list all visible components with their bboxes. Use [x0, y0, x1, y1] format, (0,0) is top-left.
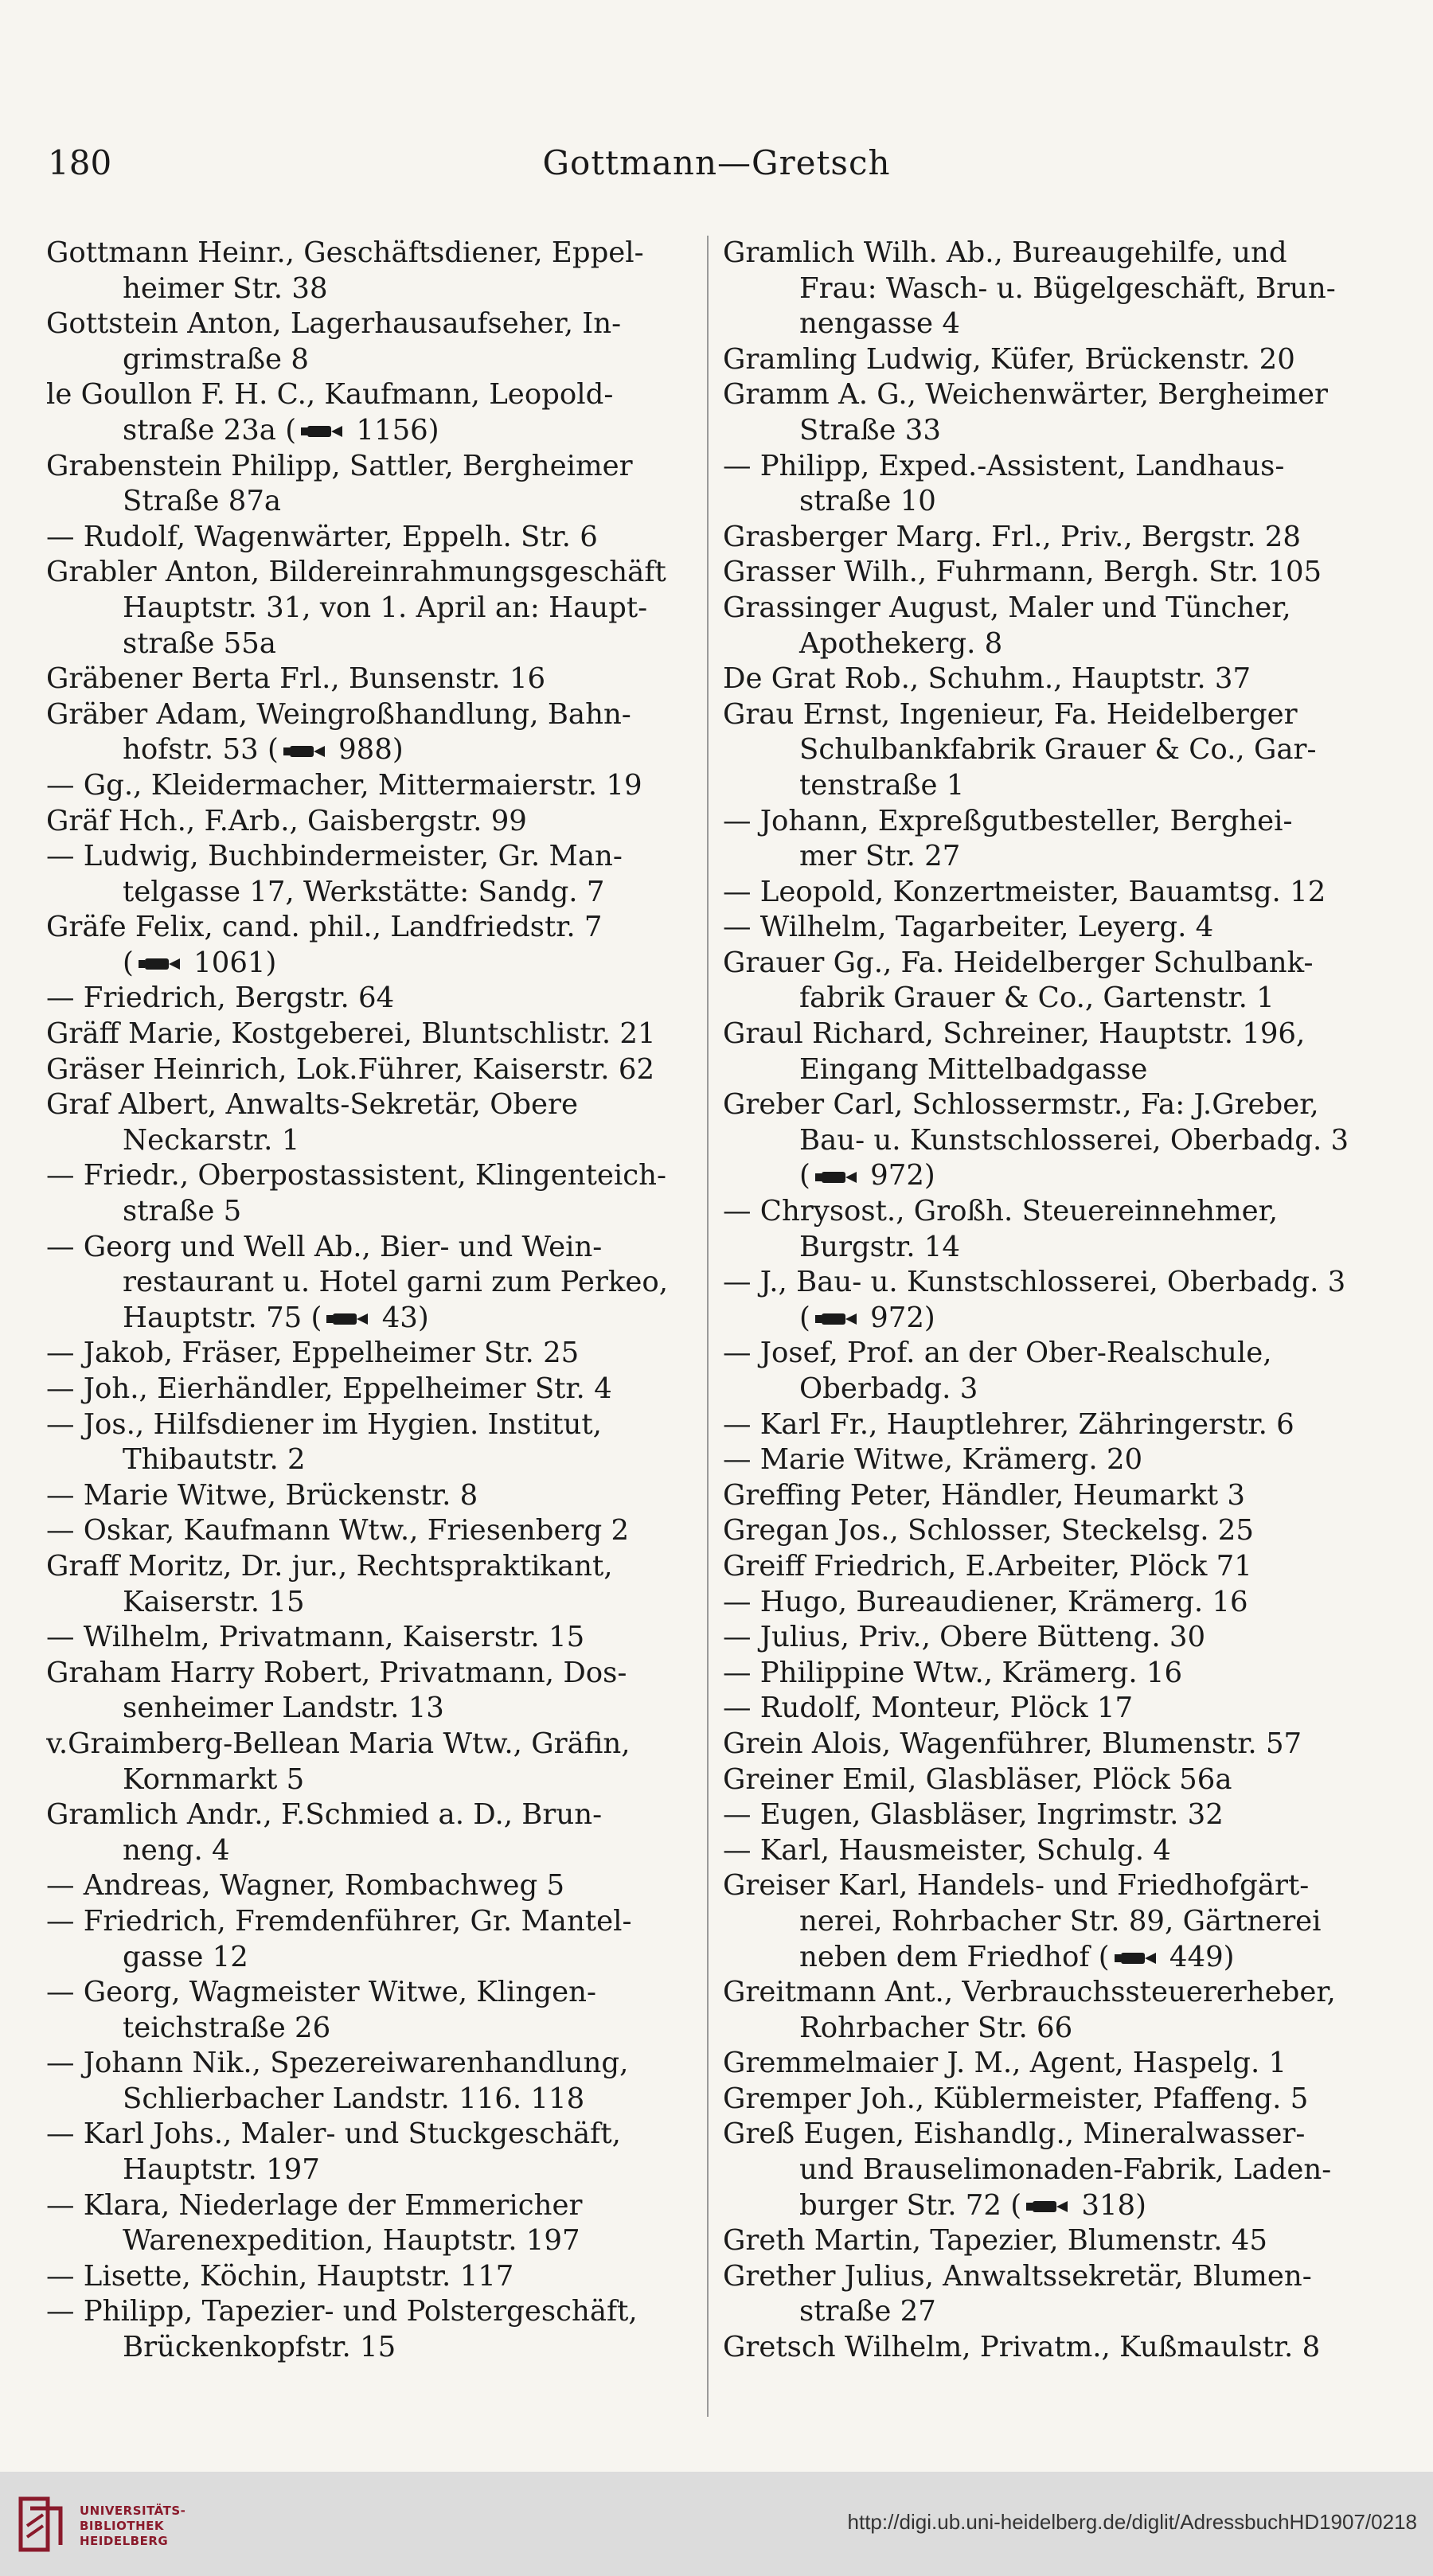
directory-entry: [46, 1230, 699, 1337]
entry-line: — Wilhelm, Tagarbeiter, Leyerg. 4: [723, 911, 1214, 944]
entry-line: De Grat Rob., Schuhm., Hauptstr. 37: [723, 662, 1251, 696]
directory-entry: [723, 1585, 1384, 1621]
entry-line: — Eugen, Glasbläser, Ingrimstr. 32: [723, 1798, 1224, 1832]
entry-line: — J., Bau- u. Kunstschlosserei, Oberbadg. 3: [723, 1266, 1346, 1299]
directory-entry: [46, 1904, 699, 1975]
directory-entry: [723, 1797, 1384, 1833]
logo-line: BIBLIOTHEK: [80, 2519, 164, 2533]
entry-line: ( 972): [799, 1301, 935, 1334]
entry-line: Gräfe Felix, cand. phil., Landfriedstr. 7: [46, 911, 603, 944]
entry-line: straße 55a: [123, 626, 276, 660]
directory-entry: [723, 1727, 1384, 1762]
entry-line: Schulbankfabrik Grauer & Co., Gar-: [799, 733, 1317, 767]
entry-line: — Leopold, Konzertmeister, Bauamtsg. 12: [723, 875, 1326, 908]
directory-entry: [46, 1478, 699, 1514]
directory-entry: [46, 377, 699, 448]
directory-entry: [723, 1975, 1384, 2046]
directory-entry: [46, 1336, 699, 1372]
entry-line: Brückenkopfstr. 15: [123, 2331, 396, 2364]
directory-entry: [723, 1513, 1384, 1549]
directory-entry: [46, 1727, 699, 1797]
entry-line: Schlierbacher Landstr. 116. 118: [123, 2082, 585, 2115]
directory-entry: [723, 1549, 1384, 1585]
entry-line: Thibautstr. 2: [123, 1443, 306, 1477]
directory-entry: [46, 1620, 699, 1656]
directory-entry: [46, 981, 699, 1017]
entry-line: — Chrysost., Großh. Steuereinnehmer,: [723, 1195, 1279, 1228]
entry-line: — Ludwig, Buchbindermeister, Gr. Man-: [46, 840, 623, 873]
entry-line: Grether Julius, Anwaltssekretär, Blumen-: [723, 2259, 1312, 2293]
entry-line: Gräbener Berta Frl., Bunsenstr. 16: [46, 662, 546, 696]
directory-entry: [46, 520, 699, 556]
entry-line: Grasberger Marg. Frl., Priv., Bergstr. 28: [723, 520, 1301, 553]
column-divider: [707, 236, 709, 2417]
directory-entry: [723, 1407, 1384, 1443]
entry-line: Frau: Wasch- u. Bügelgeschäft, Brun-: [799, 271, 1336, 305]
entry-line: Gremper Joh., Küblermeister, Pfaffeng. 5: [723, 2082, 1309, 2115]
telephone-icon: [1113, 1950, 1158, 1967]
directory-entry: [723, 697, 1384, 804]
entry-line: straße 27: [799, 2295, 936, 2328]
directory-entry: [723, 520, 1384, 556]
directory-entry: [723, 946, 1384, 1017]
library-logo-text[interactable]: [80, 2504, 185, 2549]
directory-entry: [723, 875, 1384, 911]
entry-line: Gräff Marie, Kostgeberei, Bluntschlistr. 21: [46, 1017, 656, 1051]
entry-line: Burgstr. 14: [799, 1230, 960, 1263]
entry-line: — Marie Witwe, Brückenstr. 8: [46, 1478, 478, 1512]
telephone-icon: [137, 955, 182, 973]
directory-entry: [46, 1372, 699, 1407]
entry-line: Hauptstr. 75 ( 43): [123, 1301, 429, 1334]
entry-line: grimstraße 8: [123, 342, 309, 376]
entry-line: Greiser Karl, Handels- und Friedhofgärt-: [723, 1869, 1310, 1903]
entry-line: teichstraße 26: [123, 2011, 331, 2044]
directory-entry: [723, 1833, 1384, 1869]
entry-line: neng. 4: [123, 1833, 230, 1867]
logo-line: UNIVERSITÄTS-: [80, 2504, 186, 2518]
directory-entry: [46, 2188, 699, 2259]
directory-entry: [723, 1478, 1384, 1514]
directory-entry: [723, 2330, 1384, 2366]
entry-line: fabrik Grauer & Co., Gartenstr. 1: [799, 982, 1275, 1015]
entry-line: nerei, Rohrbacher Str. 89, Gärtnerei: [799, 1904, 1322, 1938]
entry-line: straße 10: [799, 485, 936, 518]
entry-line: — Julius, Priv., Obere Bütteng. 30: [723, 1621, 1206, 1654]
entry-line: — Andreas, Wagner, Rombachweg 5: [46, 1869, 565, 1903]
entry-line: neben dem Friedhof ( 449): [799, 1940, 1235, 1973]
directory-entry: [723, 449, 1384, 520]
telephone-icon: [1025, 2198, 1069, 2215]
directory-entry: [723, 1691, 1384, 1727]
logo-line: HEIDELBERG: [80, 2534, 169, 2548]
directory-entry: [723, 591, 1384, 662]
entry-line: Graham Harry Robert, Privatmann, Dos-: [46, 1656, 627, 1689]
entry-line: und Brauselimonaden-Fabrik, Laden-: [799, 2153, 1332, 2187]
entry-line: — Jos., Hilfsdiener im Hygien. Institut,: [46, 1407, 602, 1441]
directory-entry: [723, 662, 1384, 697]
entry-line: Hauptstr. 31, von 1. April an: Haupt-: [123, 591, 648, 624]
entry-line: — Josef, Prof. an der Ober-Realschule,: [723, 1337, 1272, 1370]
entry-line: heimer Str. 38: [123, 271, 328, 305]
entry-line: Neckarstr. 1: [123, 1123, 300, 1157]
entry-line: Greitmann Ant., Verbrauchssteuererheber,: [723, 1976, 1336, 2009]
entry-line: Kornmarkt 5: [123, 1762, 305, 1796]
source-url-link[interactable]: http://digi.ub.uni-heidelberg.de/diglit/AdressbuchHD1907/0218: [847, 2510, 1417, 2534]
entry-line: — Joh., Eierhändler, Eppelheimer Str. 4: [46, 1372, 612, 1405]
entry-line: Bau- u. Kunstschlosserei, Oberbadg. 3: [799, 1123, 1349, 1157]
entry-line: Hauptstr. 197: [123, 2153, 320, 2187]
directory-entry: [46, 555, 699, 662]
directory-entry: [723, 1620, 1384, 1656]
entry-line: Warenexpedition, Hauptstr. 197: [123, 2224, 580, 2258]
entry-line: — Karl, Hausmeister, Schulg. 4: [723, 1833, 1171, 1867]
telephone-icon: [325, 1310, 369, 1328]
directory-entry: [46, 2259, 699, 2295]
entry-line: Gottmann Heinr., Geschäftsdiener, Eppel-: [46, 236, 644, 269]
left-column: [46, 236, 699, 2366]
entry-line: nengasse 4: [799, 307, 960, 341]
entry-line: — Rudolf, Wagenwärter, Eppelh. Str. 6: [46, 520, 598, 553]
entry-line: — Jakob, Fräser, Eppelheimer Str. 25: [46, 1337, 580, 1370]
page-header: [48, 139, 1385, 187]
entry-line: — Georg, Wagmeister Witwe, Klingen-: [46, 1976, 596, 2009]
directory-entry: [723, 236, 1384, 342]
directory-entry: [723, 2223, 1384, 2259]
entry-line: — Johann Nik., Spezereiwarenhandlung,: [46, 2047, 629, 2080]
directory-entry: [723, 804, 1384, 875]
page-number: 180: [48, 143, 112, 182]
entry-line: Greffing Peter, Händler, Heumarkt 3: [723, 1478, 1245, 1512]
entry-line: Greth Martin, Tapezier, Blumenstr. 45: [723, 2224, 1267, 2258]
entry-line: — Karl Johs., Maler- und Stuckgeschäft,: [46, 2117, 621, 2151]
entry-line: Greber Carl, Schlossermstr., Fa: J.Greber,: [723, 1088, 1319, 1122]
entry-line: straße 5: [123, 1195, 242, 1228]
directory-entry: [46, 839, 699, 910]
entry-line: Straße 33: [799, 413, 941, 447]
directory-entry: [723, 910, 1384, 946]
entry-line: — Hugo, Bureaudiener, Krämerg. 16: [723, 1585, 1248, 1618]
entry-line: Grein Alois, Wagenführer, Blumenstr. 57: [723, 1727, 1302, 1760]
entry-line: ( 1061): [123, 946, 277, 979]
entry-line: hofstr. 53 ( 988): [123, 733, 404, 767]
directory-entry: [46, 1087, 699, 1158]
entry-line: — Rudolf, Monteur, Plöck 17: [723, 1692, 1134, 1725]
entry-line: straße 23a ( 1156): [123, 413, 439, 447]
telephone-icon: [814, 1169, 858, 1186]
running-title: Gottmann—Gretsch: [542, 143, 891, 182]
entry-line: Gramlich Andr., F.Schmied a. D., Brun-: [46, 1798, 603, 1832]
entry-line: — Klara, Niederlage der Emmericher: [46, 2188, 583, 2222]
entry-line: Graf Albert, Anwalts-Sekretär, Obere: [46, 1088, 579, 1122]
directory-entry: [723, 1868, 1384, 1975]
directory-entry: [723, 555, 1384, 591]
entry-line: Grau Ernst, Ingenieur, Fa. Heidelberger: [723, 697, 1298, 731]
entry-line: Oberbadg. 3: [799, 1372, 978, 1405]
entry-line: Greiff Friedrich, E.Arbeiter, Plöck 71: [723, 1549, 1252, 1583]
directory-entry: [46, 1549, 699, 1620]
entry-line: Greiner Emil, Glasbläser, Plöck 56a: [723, 1762, 1232, 1796]
directory-entry: [723, 1336, 1384, 1407]
entry-line: Gremmelmaier J. M., Agent, Haspelg. 1: [723, 2047, 1287, 2080]
entry-line: gasse 12: [123, 1940, 248, 1973]
entry-line: v.Graimberg-Bellean Maria Wtw., Gräfin,: [46, 1727, 631, 1760]
entry-line: burger Str. 72 ( 318): [799, 2188, 1146, 2222]
entry-line: tenstraße 1: [799, 768, 965, 802]
entry-line: Gräser Heinrich, Lok.Führer, Kaiserstr. 62: [46, 1052, 655, 1086]
entry-line: Greß Eugen, Eishandlg., Mineralwasser-: [723, 2117, 1306, 2151]
entry-line: — Friedrich, Fremdenführer, Gr. Mantel-: [46, 1904, 632, 1938]
entry-line: — Friedrich, Bergstr. 64: [46, 982, 395, 1015]
directory-entry: [46, 449, 699, 520]
entry-line: — Friedr., Oberpostassistent, Klingenteich-: [46, 1159, 666, 1192]
directory-entry: [46, 1052, 699, 1088]
library-logo-icon[interactable]: [16, 2494, 68, 2555]
directory-entry: [723, 2117, 1384, 2223]
entry-line: Gramm A. G., Weichenwärter, Bergheimer: [723, 378, 1328, 412]
entry-line: — Georg und Well Ab., Bier- und Wein-: [46, 1230, 603, 1263]
directory-entry: [723, 2082, 1384, 2117]
telephone-icon: [814, 1310, 858, 1328]
entry-line: Graff Moritz, Dr. jur., Rechtspraktikant,: [46, 1549, 613, 1583]
entry-line: Gräber Adam, Weingroßhandlung, Bahn-: [46, 697, 631, 731]
entry-line: Rohrbacher Str. 66: [799, 2011, 1073, 2044]
directory-entry: [723, 1194, 1384, 1265]
viewer-footer: [0, 2472, 1433, 2576]
entry-line: Grabenstein Philipp, Sattler, Bergheimer: [46, 449, 633, 482]
directory-entry: [723, 1265, 1384, 1336]
entry-line: — Gg., Kleidermacher, Mittermaierstr. 19: [46, 768, 642, 802]
entry-line: Grabler Anton, Bildereinrahmungsgeschäft: [46, 556, 666, 589]
entry-line: restaurant u. Hotel garni zum Perkeo,: [123, 1266, 669, 1299]
telephone-icon: [299, 423, 344, 440]
directory-entry: [46, 1407, 699, 1478]
directory-entry: [723, 2046, 1384, 2082]
entry-line: Grassinger August, Maler und Tüncher,: [723, 591, 1291, 624]
directory-entry: [46, 804, 699, 840]
entry-line: le Goullon F. H. C., Kaufmann, Leopold-: [46, 378, 614, 412]
directory-entry: [46, 1017, 699, 1052]
telephone-icon: [282, 743, 326, 760]
entry-line: Gretsch Wilhelm, Privatm., Kußmaulstr. 8: [723, 2331, 1321, 2364]
directory-entry: [46, 1513, 699, 1549]
entry-line: telgasse 17, Werkstätte: Sandg. 7: [123, 875, 605, 908]
entry-line: — Philippine Wtw., Krämerg. 16: [723, 1656, 1183, 1689]
right-column: [723, 236, 1384, 2366]
entry-line: — Philipp, Tapezier- und Polstergeschäft,: [46, 2295, 638, 2328]
directory-entry: [46, 236, 699, 306]
entry-line: ( 972): [799, 1159, 935, 1192]
directory-entry: [723, 1017, 1384, 1087]
directory-entry: [46, 1797, 699, 1868]
entry-line: — Johann, Expreßgutbesteller, Berghei-: [723, 804, 1293, 837]
entry-line: Gregan Jos., Schlosser, Steckelsg. 25: [723, 1514, 1254, 1548]
entry-line: senheimer Landstr. 13: [123, 1692, 444, 1725]
directory-entry: [723, 1442, 1384, 1478]
directory-entry: [46, 1975, 699, 2046]
entry-line: — Wilhelm, Privatmann, Kaiserstr. 15: [46, 1621, 585, 1654]
entry-line: Straße 87a: [123, 485, 282, 518]
directory-entry: [46, 2294, 699, 2365]
entry-line: — Oskar, Kaufmann Wtw., Friesenberg 2: [46, 1514, 630, 1548]
entry-line: Grasser Wilh., Fuhrmann, Bergh. Str. 105: [723, 556, 1322, 589]
entry-line: Apothekerg. 8: [799, 626, 1003, 660]
entry-line: — Lisette, Köchin, Hauptstr. 117: [46, 2259, 514, 2293]
entry-line: Gottstein Anton, Lagerhausaufseher, In-: [46, 307, 622, 341]
directory-entry: [46, 768, 699, 804]
directory-entry: [46, 2117, 699, 2188]
directory-entry: [723, 1762, 1384, 1798]
directory-entry: [723, 1087, 1384, 1194]
directory-entry: [46, 662, 699, 697]
directory-entry: [46, 910, 699, 981]
directory-entry: [46, 1868, 699, 1904]
directory-entry: [46, 306, 699, 377]
directory-entry: [46, 1158, 699, 1229]
entry-line: Eingang Mittelbadgasse: [799, 1052, 1148, 1086]
entry-line: — Karl Fr., Hauptlehrer, Zähringerstr. 6: [723, 1407, 1294, 1441]
directory-entry: [723, 2259, 1384, 2330]
entry-line: Grauer Gg., Fa. Heidelberger Schulbank-: [723, 946, 1314, 979]
entry-line: — Marie Witwe, Krämerg. 20: [723, 1443, 1143, 1477]
directory-entry: [723, 1656, 1384, 1692]
entry-line: Gräf Hch., F.Arb., Gaisbergstr. 99: [46, 804, 527, 837]
directory-entry: [723, 377, 1384, 448]
directory-entry: [46, 2046, 699, 2117]
entry-line: — Philipp, Exped.-Assistent, Landhaus-: [723, 449, 1285, 482]
directory-entry: [46, 1656, 699, 1727]
directory-entry: [46, 697, 699, 768]
directory-entry: [723, 342, 1384, 378]
entry-line: Kaiserstr. 15: [123, 1585, 305, 1618]
entry-line: Gramlich Wilh. Ab., Bureaugehilfe, und: [723, 236, 1287, 269]
entry-line: mer Str. 27: [799, 840, 961, 873]
entry-line: Gramling Ludwig, Küfer, Brückenstr. 20: [723, 342, 1295, 376]
entry-line: Graul Richard, Schreiner, Hauptstr. 196,: [723, 1017, 1306, 1051]
